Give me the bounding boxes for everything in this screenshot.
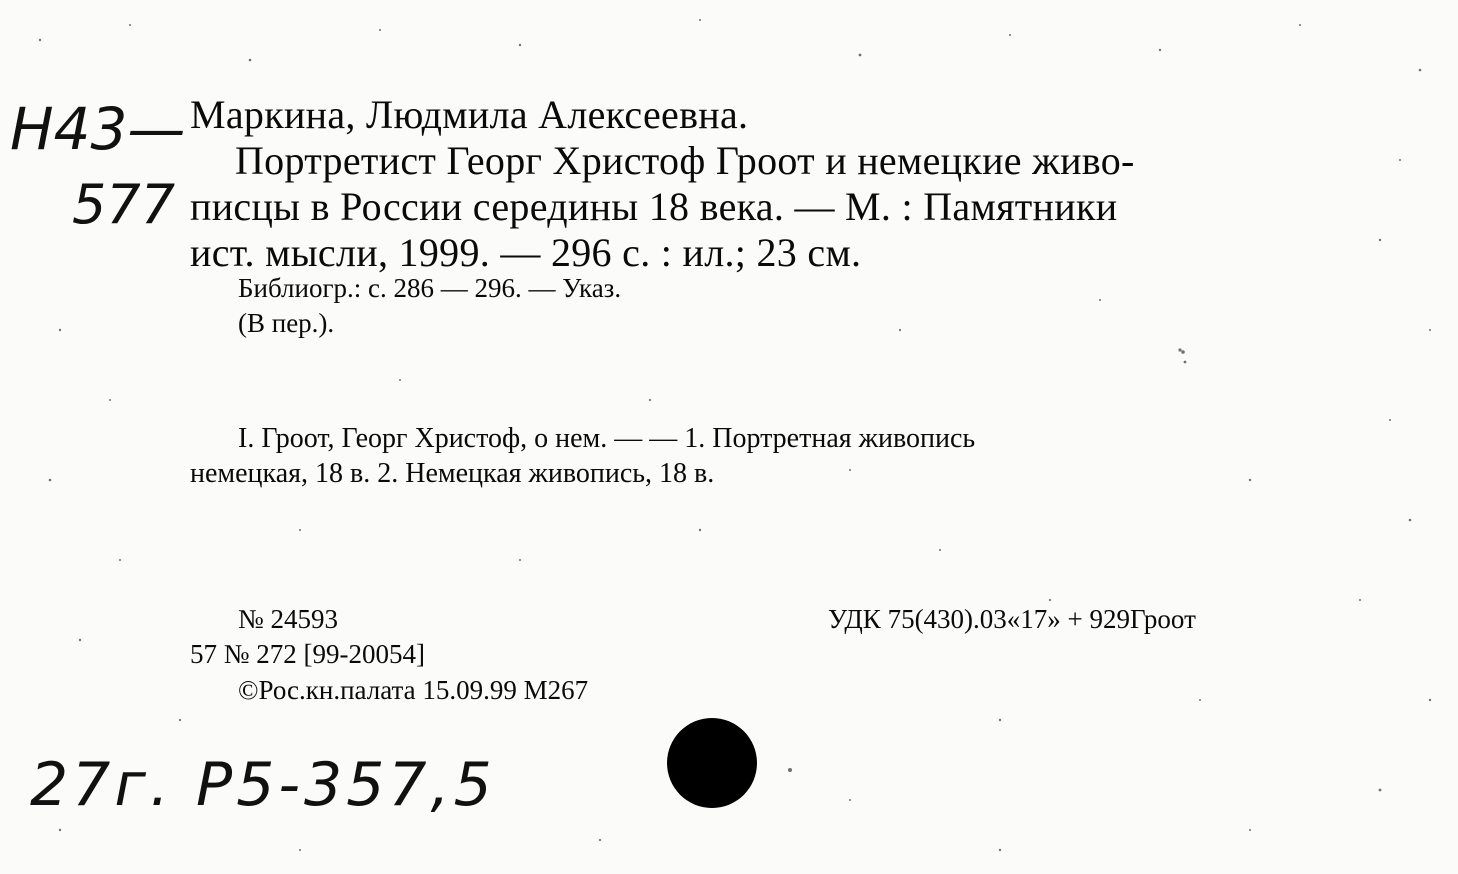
footer-series-number: 57 № 272 [99-20054] <box>190 639 425 669</box>
entry-title-line-1: Портретист Георг Христоф Гроот и немецкие живо- <box>235 138 1135 183</box>
footer-number: № 24593 <box>238 604 339 634</box>
handwritten-shelfmark-top: Н43— <box>10 95 186 163</box>
entry-subjects-line-1: I. Гроот, Георг Христоф, о нем. — — 1. Портретная живопись <box>238 423 976 454</box>
handwritten-shelfmark-bottom: 577 <box>72 173 176 236</box>
entry-subjects-line-2: немецкая, 18 в. 2. Немецкая живопись, 18 в. <box>190 458 715 489</box>
entry-author: Маркина, Людмила Алексеевна. <box>190 92 749 137</box>
entry-note-binding: (В пер.). <box>238 308 335 338</box>
handwritten-inventory-number: 27г. Р5-357,5 <box>30 750 496 820</box>
footer-udc: УДК 75(430).03«17» + 929Гроот <box>828 604 1196 634</box>
entry-note-bibliography: Библиогр.: с. 286 — 296. — Указ. <box>238 273 622 303</box>
footer-publisher-stamp: ©Рос.кн.палата 15.09.99 М267 <box>238 675 589 705</box>
entry-title-line-2: писцы в России середины 18 века. — М. : Памятники <box>190 184 1118 229</box>
card-punch-hole <box>667 718 757 808</box>
entry-title-line-3: ист. мысли, 1999. — 296 с. : ил.; 23 см. <box>190 230 862 275</box>
